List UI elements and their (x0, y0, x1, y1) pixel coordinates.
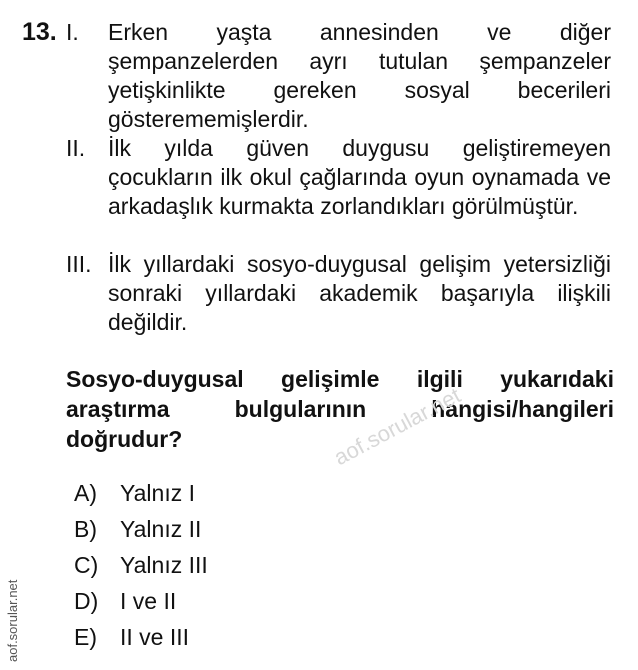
statement-1 (66, 18, 611, 134)
statement-text: İlk yılda güven duygusu geliştiremeyen çocukların ilk okul çağlarında oyun oynamada ve arkadaşlık kurmakta zorlandıkları görülmüştür. (108, 135, 611, 219)
option-letter: C) (74, 552, 99, 578)
option-a[interactable] (74, 475, 208, 511)
question-prompt: Sosyo-duygusal gelişimle ilgili yukarıdaki araştırma bulgularının hangisi/hangileri doğrudur? (66, 366, 614, 452)
watermark-diagonal: aof.sorular.net (329, 382, 465, 471)
option-b[interactable] (74, 511, 208, 547)
statement-numeral: III. (66, 251, 92, 277)
question-number: 13. (22, 18, 57, 46)
option-text: Yalnız I (120, 480, 195, 506)
option-d[interactable] (74, 583, 208, 619)
answer-options (74, 475, 208, 655)
option-letter: A) (74, 480, 97, 506)
option-text: Yalnız III (120, 552, 208, 578)
option-letter: B) (74, 516, 97, 542)
statement-2 (66, 134, 611, 221)
option-letter: D) (74, 588, 99, 614)
watermark-side: aof.sorular.net (5, 579, 20, 662)
statement-3 (66, 250, 611, 337)
option-c[interactable] (74, 547, 208, 583)
statement-text: İlk yıllardaki sosyo-duygusal gelişim yetersizliği sonraki yıllardaki akademik başarıyla ilişkili değildir. (108, 251, 611, 335)
option-text: I ve II (120, 588, 177, 614)
statement-text: Erken yaşta annesinden ve diğer şempanzelerden ayrı tutulan şempanzeler yetişkinlikte gereken sosyal becerileri gösterememişlerdir. (108, 19, 611, 132)
statement-numeral: I. (66, 19, 79, 45)
option-letter: E) (74, 624, 97, 650)
option-text: Yalnız II (120, 516, 202, 542)
statement-numeral: II. (66, 135, 86, 161)
option-e[interactable] (74, 619, 208, 655)
option-text: II ve III (120, 624, 190, 650)
